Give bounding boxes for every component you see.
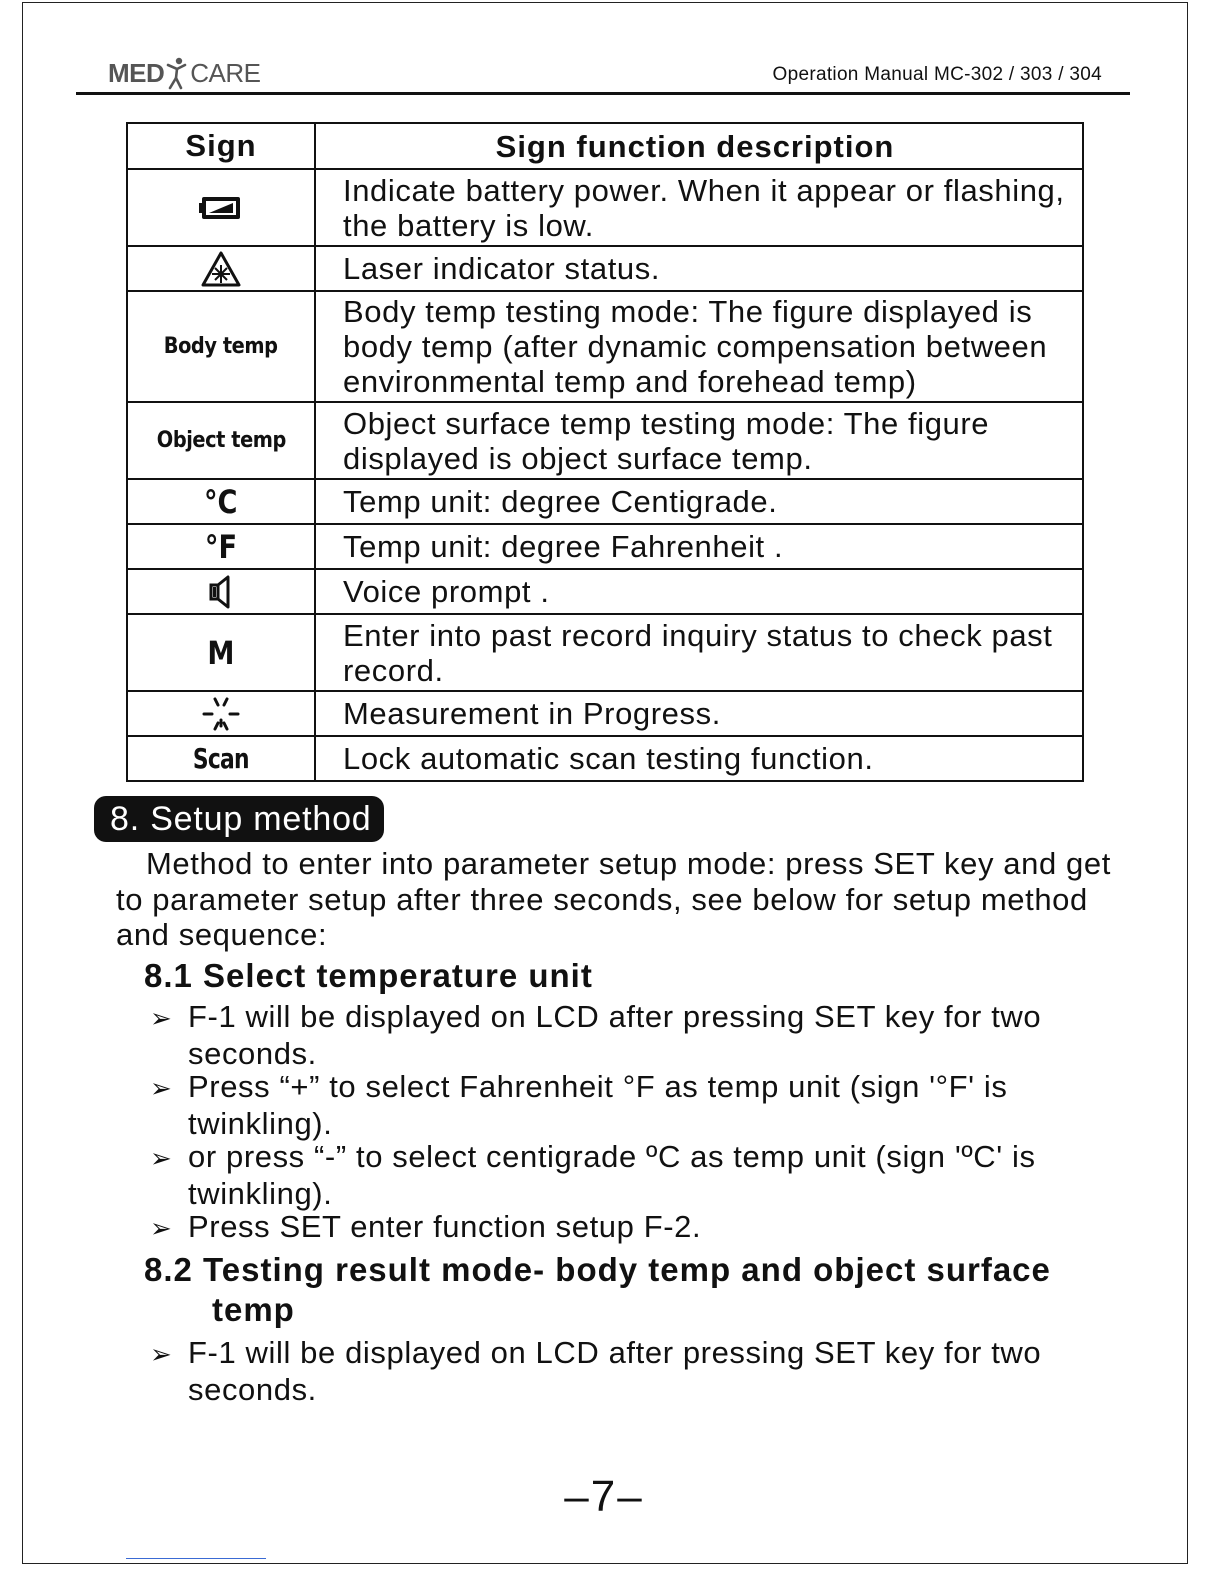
table-row (127, 479, 1083, 524)
page-header (76, 48, 1130, 95)
row-description: Indicate battery power. When it appear or flashing, the battery is low. (315, 169, 1083, 246)
list-item: ➢ Press “+” to select Fahrenheit °F as temp unit (sign '°F' is twinkling). (150, 1069, 1008, 1141)
section-heading-setup: 8. Setup method (94, 796, 384, 842)
row-description: Temp unit: degree Centigrade. (315, 479, 1083, 524)
bullet-arrow-icon: ➢ (150, 1339, 173, 1369)
subheading-8-2-continued: temp (212, 1291, 295, 1328)
table-row (127, 291, 1083, 402)
table-row (127, 524, 1083, 569)
row-description: Measurement in Progress. (315, 691, 1083, 736)
object-temp-sign: Object temp (156, 428, 286, 453)
row-description: Object surface temp testing mode: The figure displayed is object surface temp. (315, 402, 1083, 479)
row-description: Laser indicator status. (315, 246, 1083, 291)
battery-icon (199, 195, 243, 221)
table-row (127, 169, 1083, 246)
list-item: ➢ Press SET enter function setup F-2. (150, 1209, 702, 1244)
sign-table (126, 122, 1084, 782)
list-item: ➢ F-1 will be displayed on LCD after pressing SET key for two seconds. (150, 999, 1042, 1071)
page-number: –7– (564, 1472, 644, 1521)
table-header-row (127, 123, 1083, 169)
list-item: ➢ or press “-” to select centigrade ºC as temp unit (sign 'ºC' is twinkling). (150, 1139, 1036, 1211)
table-row (127, 402, 1083, 479)
table-row (127, 569, 1083, 614)
table-row (127, 736, 1083, 781)
manual-title: Operation Manual MC-302 / 303 / 304 (772, 64, 1102, 85)
footer-rule (126, 1558, 266, 1559)
list-item: ➢ F-1 will be displayed on LCD after pressing SET key for two seconds. (150, 1335, 1042, 1407)
fahrenheit-sign: °F (204, 527, 238, 566)
header-sign: Sign (127, 123, 315, 169)
celsius-sign: °C (204, 482, 238, 521)
memory-sign: M (207, 633, 235, 672)
bullet-arrow-icon: ➢ (150, 1003, 173, 1033)
setup-intro: Method to enter into parameter setup mode: press SET key and get to parameter setup after three seconds, see below for setup method and sequence: (116, 846, 1111, 952)
row-description: Temp unit: degree Fahrenheit . (315, 524, 1083, 569)
laser-warning-icon (201, 251, 241, 287)
table-row (127, 691, 1083, 736)
logo-figure-icon (165, 56, 189, 90)
row-description: Body temp testing mode: The figure displayed is body temp (after dynamic compensation between environmental temp and forehead temp) (315, 291, 1083, 402)
header-description: Sign function description (315, 123, 1083, 169)
medcare-logo (108, 56, 261, 90)
row-description: Lock automatic scan testing function. (315, 736, 1083, 781)
table-row (127, 614, 1083, 691)
bullet-arrow-icon: ➢ (150, 1143, 173, 1173)
subheading-8-1: 8.1 Select temperature unit (144, 957, 593, 994)
row-description: Enter into past record inquiry status to check past record. (315, 614, 1083, 691)
scan-sign: Scan (193, 742, 249, 775)
bullet-arrow-icon: ➢ (150, 1213, 173, 1243)
logo-med-text: MED (108, 57, 165, 88)
speaker-icon (209, 574, 233, 610)
bullet-arrow-icon: ➢ (150, 1073, 173, 1103)
subheading-8-2: 8.2 Testing result mode- body temp and object surface (144, 1251, 1051, 1288)
body-temp-sign: Body temp (164, 334, 278, 359)
table-row (127, 246, 1083, 291)
logo-care-text: CARE (190, 57, 261, 88)
row-description: Voice prompt . (315, 569, 1083, 614)
progress-icon (201, 696, 241, 732)
